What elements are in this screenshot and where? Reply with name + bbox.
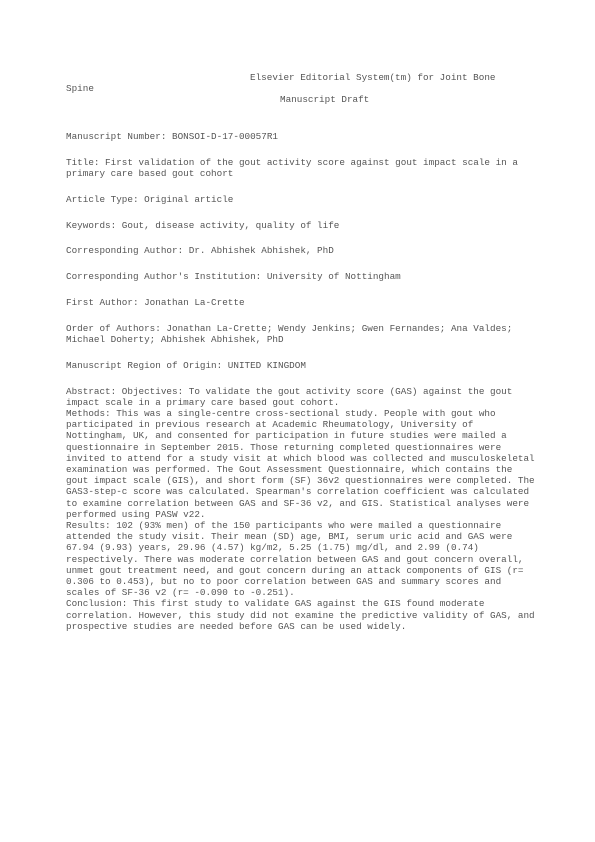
abstract-conclusion: Conclusion: This first study to validate GAS against the GIS found moderate correlation. However, this study did not examine the predictive validity of GAS, and prospective studies are needed before GAS can be used widely. bbox=[66, 598, 541, 632]
abstract-results: Results: 102 (93% men) of the 150 participants who were mailed a questionnaire attended the study visit. Their mean (SD) age, BMI, serum uric acid and GAS were 67.94 (9.93) years, 29.96 (4.57) kg/m2, 5.25 (1.75) mg/dl, and 2.99 (0.74) respectively. There was moderate correlation between GAS and gout concern overall, unmet gout treatment need, and gout concern during an attack components of GIS (r= 0.306 to 0.453), but no to poor correlation between GAS and summary scores and scales of SF-36 v2 (r= -0.090 to -0.251). bbox=[66, 520, 530, 599]
corresponding-institution: Corresponding Author's Institution: University of Nottingham bbox=[66, 271, 401, 283]
corresponding-author: Corresponding Author: Dr. Abhishek Abhishek, PhD bbox=[66, 245, 334, 257]
order-of-authors: Order of Authors: Jonathan La-Crette; Wendy Jenkins; Gwen Fernandes; Ana Valdes; Michael Doherty; Abhishek Abhishek, PhD bbox=[66, 322, 518, 345]
keywords: Keywords: Gout, disease activity, quality of life bbox=[66, 219, 340, 231]
abstract-methods: Methods: This was a single-centre cross-sectional study. People with gout who participated in previous research at Academic Rheumatology, University of Nottingham, UK, and consented for participation in future studies were mailed a questionnaire in September 2015. Those returning completed questionnaires were invited to attend for a study visit at which blood was collected and musculoskeletal examination was performed. The Gout Assessment Questionnaire, which contains the gout impact scale (GIS), and short form (SF) 36v2 questionnaires were completed. The GAS3-step-c score was calculated. Spearman's correlation coefficient was calculated to examine correlation between GAS and SF-36 v2, and GIS. Statistical analyses were performed using PASW v22. bbox=[66, 407, 541, 520]
article-type: Article Type: Original article bbox=[66, 193, 234, 205]
journal-name-continued: Spine bbox=[66, 83, 94, 95]
manuscript-title: Title: First validation of the gout activity score against gout impact scale in a primary care based gout cohort bbox=[66, 156, 524, 179]
manuscript-draft-label: Manuscript Draft bbox=[280, 94, 370, 106]
manuscript-number: Manuscript Number: BONSOI-D-17-00057R1 bbox=[66, 131, 279, 142]
abstract-objectives: Abstract: Objectives: To validate the gout activity score (GAS) against the gout impact scale in a primary care based gout cohort. bbox=[66, 385, 518, 408]
document-header bbox=[66, 72, 536, 106]
region-of-origin: Manuscript Region of Origin: UNITED KINGDOM bbox=[66, 359, 306, 371]
manuscript-details bbox=[66, 131, 541, 632]
first-author: First Author: Jonathan La-Crette bbox=[66, 296, 245, 308]
editorial-system-line: Elsevier Editorial System(tm) for Joint Bone bbox=[250, 72, 496, 83]
abstract bbox=[66, 385, 541, 632]
